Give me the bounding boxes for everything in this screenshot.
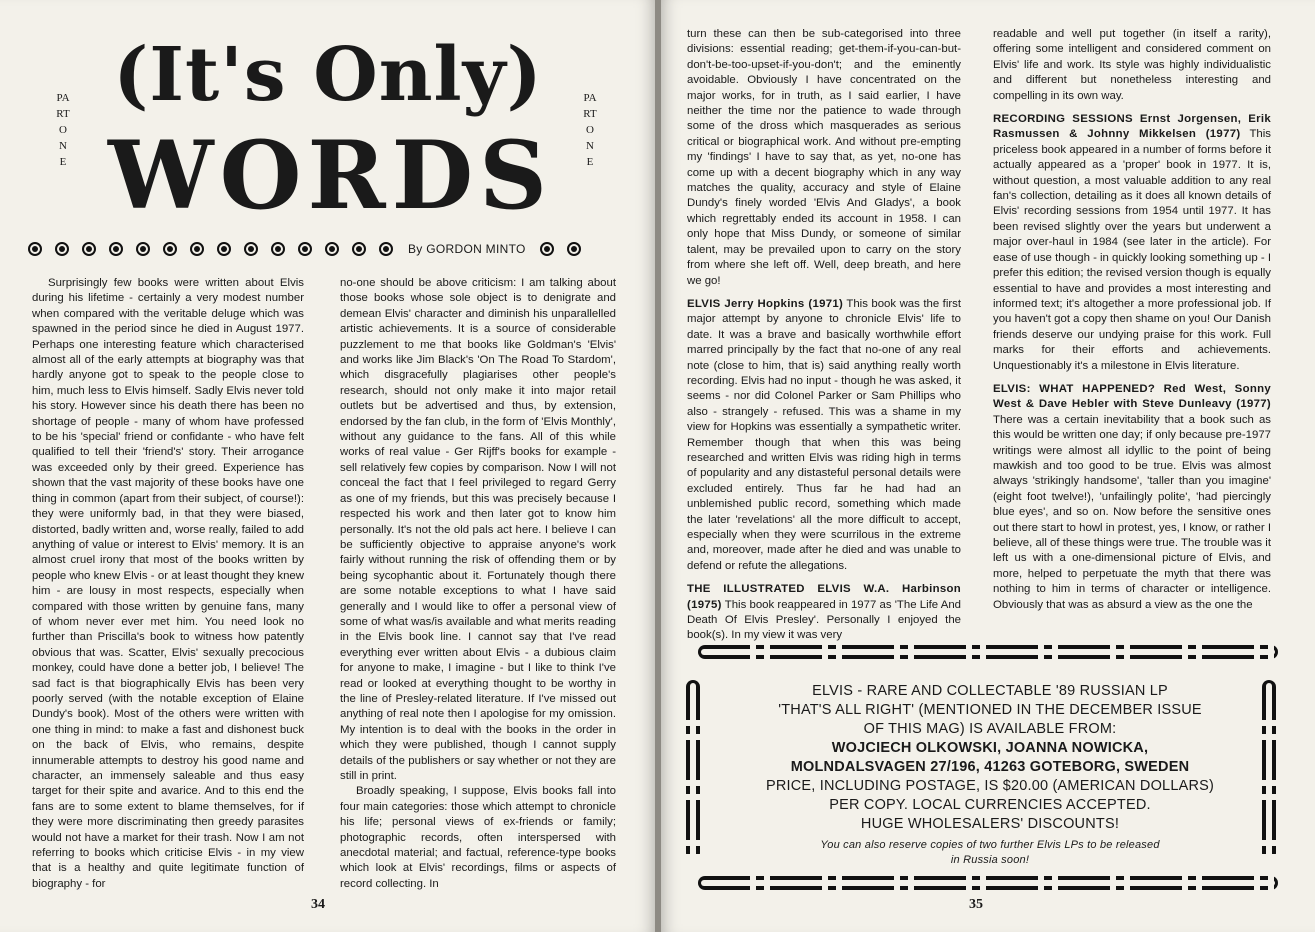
body-paragraph: Broadly speaking, I suppose, Elvis books fall into four main categories: those which attempt to chronicle his life; personal views of ex-friends or family; photographic records, often interspersed with anecdotal material; and factual, reference-type books which look at Elvis' recordings, films or aspects of record collecting. In <box>340 785 616 890</box>
ornament-dot-icon <box>82 242 96 256</box>
book-entry-what-happened <box>993 382 1271 613</box>
ornament-dot-icon <box>28 242 42 256</box>
entry-heading: RECORDING SESSIONS Ernst Jorgensen, Erik Rasmussen & Johnny Mikkelsen (1977) <box>993 113 1271 141</box>
ornament-dot-icon <box>379 242 393 256</box>
ornament-dot-icon <box>325 242 339 256</box>
part-one-label-left: PART ONE <box>56 92 70 168</box>
ad-border-top <box>698 645 1278 659</box>
russian-lp-advertisement <box>730 682 1250 868</box>
part-one-label-right: PART ONE <box>583 92 597 168</box>
ad-border-right <box>1262 680 1276 860</box>
ornament-dot-icon <box>567 242 581 256</box>
ad-note-line: You can also reserve copies of two further Elvis LPs to be released <box>820 839 1160 851</box>
body-paragraph: Surprisingly few books were written about Elvis during his lifetime - certainly a very modest number when compared with the veritable deluge which was spawned in the period since he died in August 1977. Perhaps one interesting feature which characterised almost all of the early attempts at biography was that hardly anyone got to speak to the people close to him, much less to Elvis himself. Sadly Elvis never told his story. However since his death there has been no shortage of people - many of whom have professed to be his 'special' friend or confidante - who have felt qualified to tell their 'friend's' story. Their arrogance was exceeded only by their greed. Experience has shown that the vast majority of these books have one thing in common (apart from their subject, of course!): they were uniformly bad, in that they were biased, distorted, badly written and, worse really, failed to add anything of value or interest to Elvis' memory. It is an almost cruel irony that most of the books written by people who knew Elvis - or at least thought they knew him - are lousy in most respects, especially when compared with those written by genuine fans, many of whom never ever met him. You need look no further than Priscilla's book to witness how patently obvious that was. Scatter, Elvis' sexually precocious monkey, could have done a better job, I believe! The sad fact is that biographically Elvis has been very poorly served (with the notable exception of Elaine Dundy's book). Most of the others were written with one thing in mind: to make a fast and dishonest buck on the back of Elvis, who remains, despite innumerable attempts to destroy his good name and character, an immensely saleable and thus easy target for their spite and avarice. And to this end the fans are to some extent to blame themselves, for if they were more discriminating then greedy parasites would not have a market for their trash. Now I am not referring to books which criticise Elvis - in my view that is a healthy and quite legitimate function of biography - for <box>32 277 304 890</box>
entry-heading: ELVIS Jerry Hopkins (1971) <box>687 297 844 310</box>
ornament-dot-icon <box>217 242 231 256</box>
ad-note <box>730 838 1250 868</box>
left-page <box>0 0 656 932</box>
book-entry-illustrated-elvis <box>687 582 961 644</box>
book-entry-elvis-hopkins <box>687 297 961 574</box>
right-column-1 <box>687 27 961 644</box>
ornament-dot-icon <box>55 242 69 256</box>
entry-body: This priceless book appeared in a number of forms before it actually appeared as a 'proper' book in 1977. It is, without question, a most valuable addition to any real fan's collection, detailing as it does all known details of Elvis' recording sessions from 1954 until 1977. It has been revised slightly over the years but underwent a major over-haul in 1984 (see later in the article). For ease of use though - in quickly looking something up - I prefer this edition; the revised version though is equally essential to have and provides a most interesting and informed text; it's altogether a more professional job. If you haven't got a copy then shame on you! Our Danish friends deserve our undying praise for this work. Full marks for their efforts and achievements. Unquestionably it's a milestone in Elvis literature. <box>993 128 1271 372</box>
ad-border-bottom <box>698 876 1278 890</box>
ad-line: OF THIS MAG) IS AVAILABLE FROM: <box>863 721 1117 737</box>
body-paragraph: readable and well put together (in itself a rarity), offering some intelligent and considered comment on Elvis' life and work. Its style was highly individualistic and different but nonetheless interesting and compelling in its own way. <box>993 28 1271 102</box>
ornament-dot-icon <box>271 242 285 256</box>
ornament-dot-icon <box>163 242 177 256</box>
byline: By GORDON MINTO <box>408 242 526 256</box>
ad-line: ELVIS - RARE AND COLLECTABLE '89 RUSSIAN LP <box>812 683 1168 699</box>
book-entry-recording-sessions <box>993 112 1271 374</box>
right-column-2 <box>993 27 1271 613</box>
page-number-left: 34 <box>311 897 325 912</box>
ad-seller-names: WOJCIECH OLKOWSKI, JOANNA NOWICKA, <box>831 740 1149 756</box>
entry-heading: THE ILLUSTRATED ELVIS W.A. Harbinson (1975) <box>687 583 961 611</box>
ad-line: 'THAT'S ALL RIGHT' (MENTIONED IN THE DECEMBER ISSUE <box>778 702 1202 718</box>
body-paragraph: turn these can then be sub-categorised into three divisions: essential reading; get-them-if-you-can-but-don't-be-too-upset-if-you-don't; and the eminently avoidable. Obviously I have concentrated on the major works, for in truth, as I said earlier, I have neither the time nor the patience to wade through some of the dross which masquerades as serious critical or biographical work. And without pre-empting my 'findings' I have to say that, as yet, no-one has come up with a decent biography which in any way matches the quality, accuracy and style of Elaine Dundy's finely worded 'Elvis And Gladys', a book which regrettably ended its account in 1958. I can only hope that Miss Dundy, or someone of similar talent, may be prevailed upon to carry on the story from where she left off. Well, deep breath, and here we go! <box>687 28 961 287</box>
ornament-dot-icon <box>298 242 312 256</box>
page-number-right: 35 <box>969 897 983 912</box>
ornament-dot-icon <box>540 242 554 256</box>
left-column-1 <box>32 276 304 892</box>
left-column-2 <box>340 276 616 892</box>
entry-body: This book was the first major attempt by anyone to chronicle Elvis' life to date. It was a brave and basically worthwhile effort marred principally by the fact that no-one of any real note (close to him, that is) said anything really worth recording. Elvis had no input - though he was asked, it seems - nor did Colonel Parker or Sam Phillips who also - strangely - refused. This was a shame in my view for Hopkins was essentially a sympathetic writer. Remember though that when this was being researched and written Elvis was riding high in terms of popularity and any distasteful personal details were excluded entirely. Thus far he had had an unblemished public record, something which made the later 'revelations' all the more difficult to accept, especially when they were scurrilous in the extreme and, moreover, made after he died and was unable to defend or refute the allegations. <box>687 297 961 572</box>
ornament-dot-icon <box>190 242 204 256</box>
entry-body: There was a certain inevitability that a book such as this would be written one day; if only because pre-1977 writings were almost all idyllic to the point of being mawkish and too good to be true. Elvis was almost always 'strikingly handsome', 'taller than you imagine' (eight foot twelve!), 'unfailingly polite', 'had piercingly blue eyes', and so on. Now before the sensitive ones out there start to howl in protest, yes, I know, or rather I believe, all of these things were true. The trouble was it left us with a one-dimensional picture of Elvis, and more, helped to perpetuate the myth that there was nothing to him in terms of character or intelligence. Obviously that was as absurd a view as the one the <box>993 413 1271 611</box>
title-words: WORDS <box>108 121 553 231</box>
ornament-dot-icon <box>136 242 150 256</box>
ornament-dot-icon <box>109 242 123 256</box>
ad-border-left <box>686 680 700 860</box>
title-ornament-row <box>28 236 628 262</box>
ornament-dot-icon <box>244 242 258 256</box>
ornament-dot-icon <box>352 242 366 256</box>
ad-price: PRICE, INCLUDING POSTAGE, IS $20.00 (AMERICAN DOLLARS) <box>765 778 1215 794</box>
entry-body: This book reappeared in 1977 as 'The Life And Death Of Elvis Presley'. Personally I enjoyed the book(s). In my view it was very <box>687 598 961 642</box>
ad-discounts: HUGE WHOLESALERS' DISCOUNTS! <box>860 816 1120 832</box>
ad-note-line: in Russia soon! <box>950 854 1030 866</box>
ad-line: PER COPY. LOCAL CURRENCIES ACCEPTED. <box>829 797 1151 813</box>
ad-seller-address: MOLNDALSVAGEN 27/196, 41263 GOTEBORG, SWEDEN <box>790 759 1190 775</box>
body-paragraph: no-one should be above criticism: I am talking about those books whose sole object is to denigrate and demean Elvis' character and diminish his unparallelled artistic achievements. It is a source of considerable puzzlement to me that books like Goldman's 'Elvis' and works like Jim Black's 'On The Road To Stardom', which disgracefully plagiarises other people's research, should not only make it into major retail outlets but be advertised and thus, by extension, endorsed by the fan club, in the form of 'Elvis Monthly', without any guidance to the fans. All of this while works of real value - Ger Rijff's books for example - sell relatively few copies by comparison. Now I will not conceal the fact that I feel privileged to regard Gerry as one of my friends, but this was precisely because I respected his work and then later got to know him personally. It's not the old pals act here. I believe I can be sufficiently objective to appraise anyone's work fairly without running the risk of offending them or by being sycophantic about it. Fortunately though there are some notable exceptions to what I have said generally and I would like to offer a personal view of some of what was/is available and what merits reading in the Elvis book line. I cannot say that I've read everything ever written about Elvis - a dubious claim for anyone to make, I imagine - but I like to think I've read or looked at everything thought to be worthy in the line of Presley-related literature. If I've missed out anything of real note then I apologise for my omission. My intention is to deal with the books in the order in which they were published, though I cannot supply details of the publishers or say whether or not they are still in print. <box>340 277 616 782</box>
title-its-only: (It's Only) <box>113 32 543 118</box>
entry-heading: ELVIS: WHAT HAPPENED? Red West, Sonny West & Dave Hebler with Steve Dunleavy (1977) <box>993 382 1271 411</box>
